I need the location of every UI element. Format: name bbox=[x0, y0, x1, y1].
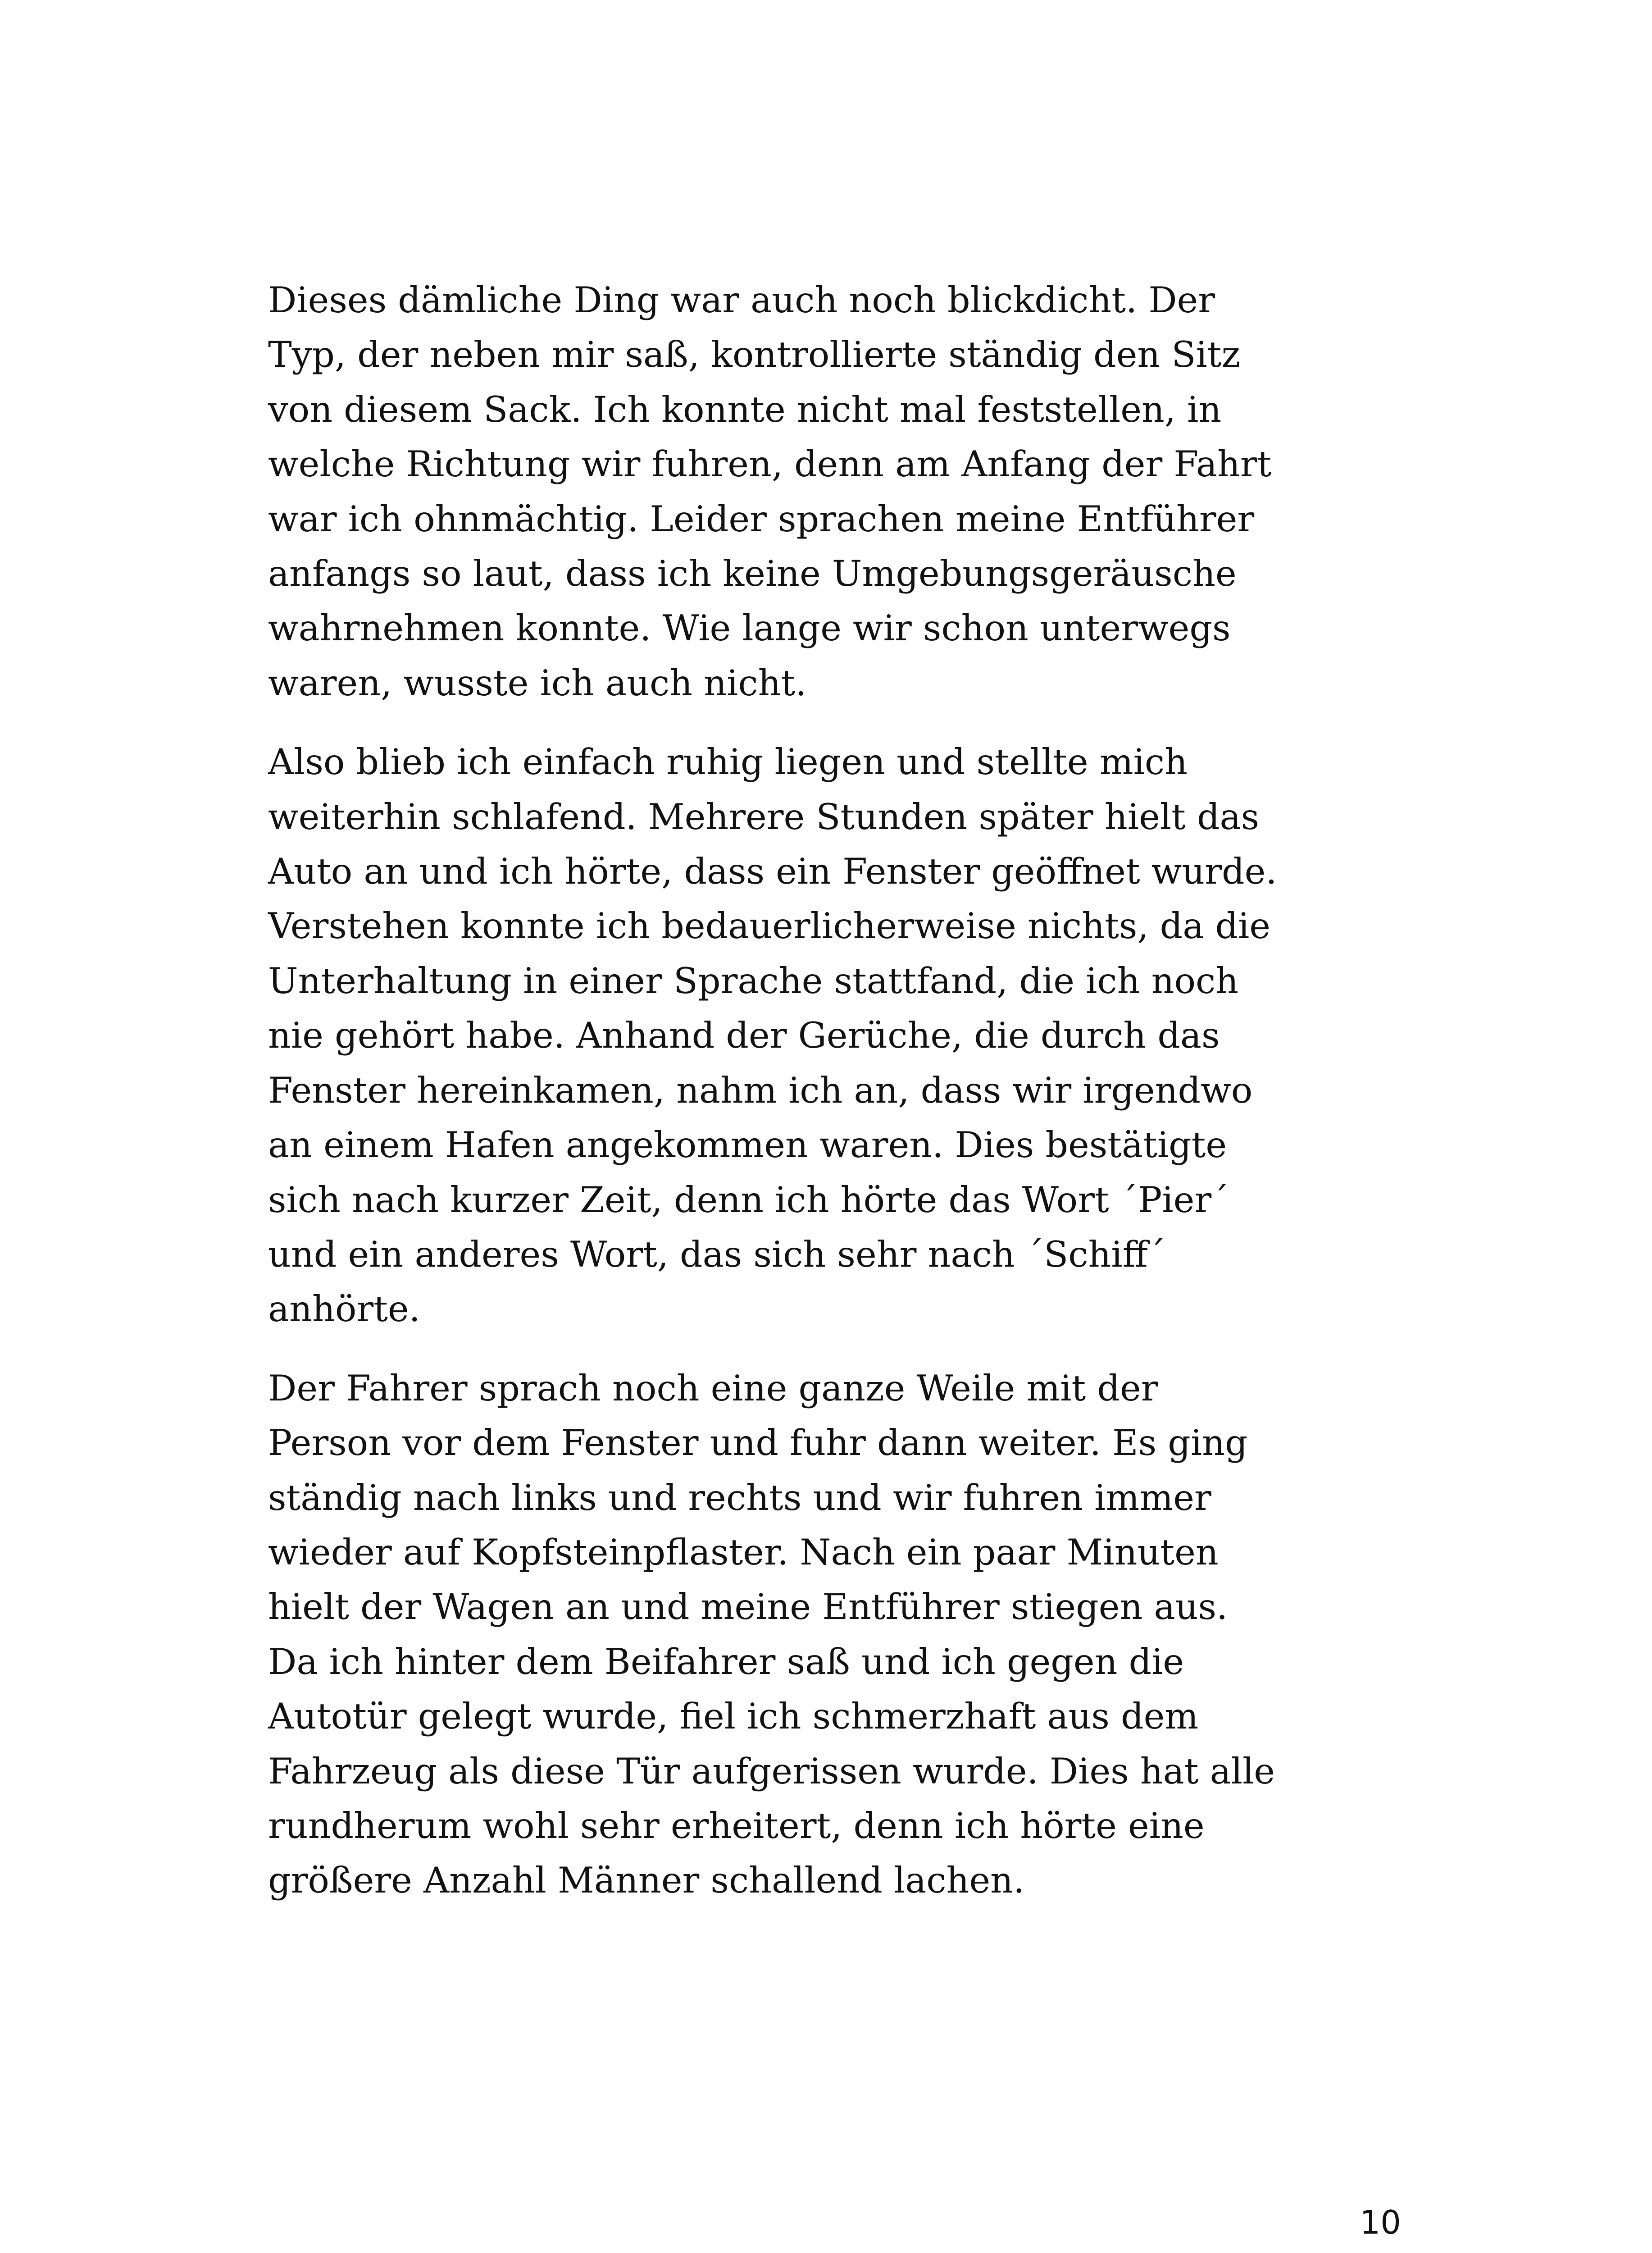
text-line: Unterhaltung in einer Sprache stattfand, die ich noch bbox=[268, 960, 1239, 1002]
text-line: weiterhin schlafend. Mehrere Stunden später hielt das bbox=[268, 796, 1260, 838]
body-text bbox=[268, 273, 1421, 1908]
text-line: Typ, der neben mir saß, kontrollierte ständig den Sitz bbox=[268, 334, 1241, 376]
text-line: war ich ohnmächtig. Leider sprachen meine Entführer bbox=[268, 498, 1255, 540]
text-line: anfangs so laut, dass ich keine Umgebungsgeräusche bbox=[268, 553, 1237, 595]
text-line: Autotür gelegt wurde, fiel ich schmerzhaft aus dem bbox=[268, 1696, 1199, 1738]
text-line: ständig nach links und rechts und wir fuhren immer bbox=[268, 1477, 1211, 1519]
paragraph-2 bbox=[268, 735, 1421, 1336]
text-line: rundherum wohl sehr erheitert, denn ich hörte eine bbox=[268, 1805, 1205, 1847]
text-line: Auto an und ich hörte, dass ein Fenster geöffnet wurde. bbox=[268, 851, 1277, 893]
text-line: anhörte. bbox=[268, 1288, 420, 1330]
text-line: waren, wusste ich auch nicht. bbox=[268, 662, 807, 704]
text-line: welche Richtung wir fuhren, denn am Anfang der Fahrt bbox=[268, 443, 1272, 485]
text-line: Fenster hereinkamen, nahm ich an, dass wir irgendwo bbox=[268, 1069, 1253, 1111]
text-line: nie gehört habe. Anhand der Gerüche, die durch das bbox=[268, 1015, 1220, 1057]
text-line: hielt der Wagen an und meine Entführer stiegen aus. bbox=[268, 1586, 1228, 1628]
paragraph-1 bbox=[268, 273, 1421, 711]
text-line: sich nach kurzer Zeit, denn ich hörte das Wort ´Pier´ bbox=[268, 1179, 1229, 1221]
paragraph-3 bbox=[268, 1361, 1421, 1908]
text-line: von diesem Sack. Ich konnte nicht mal feststellen, in bbox=[268, 388, 1222, 430]
page-number: 10 bbox=[1360, 2203, 1401, 2241]
text-line: wieder auf Kopfsteinpflaster. Nach ein paar Minuten bbox=[268, 1531, 1219, 1573]
text-line: Der Fahrer sprach noch eine ganze Weile mit der bbox=[268, 1367, 1158, 1409]
text-line: Verstehen konnte ich bedauerlicherweise nichts, da die bbox=[268, 905, 1271, 947]
text-line: Dieses dämliche Ding war auch noch blickdicht. Der bbox=[268, 279, 1215, 321]
text-line: Da ich hinter dem Beifahrer saß und ich gegen die bbox=[268, 1641, 1184, 1683]
text-line: an einem Hafen angekommen waren. Dies bestätigte bbox=[268, 1124, 1227, 1166]
text-line: wahrnehmen konnte. Wie lange wir schon unterwegs bbox=[268, 607, 1231, 649]
text-line: Person vor dem Fenster und fuhr dann weiter. Es ging bbox=[268, 1422, 1248, 1464]
text-line: und ein anderes Wort, das sich sehr nach ´Schiff´ bbox=[268, 1233, 1166, 1275]
text-line: Fahrzeug als diese Tür aufgerissen wurde. Dies hat alle bbox=[268, 1750, 1275, 1792]
text-line: Also blieb ich einfach ruhig liegen und stellte mich bbox=[268, 741, 1188, 783]
text-line: größere Anzahl Männer schallend lachen. bbox=[268, 1860, 1025, 1902]
